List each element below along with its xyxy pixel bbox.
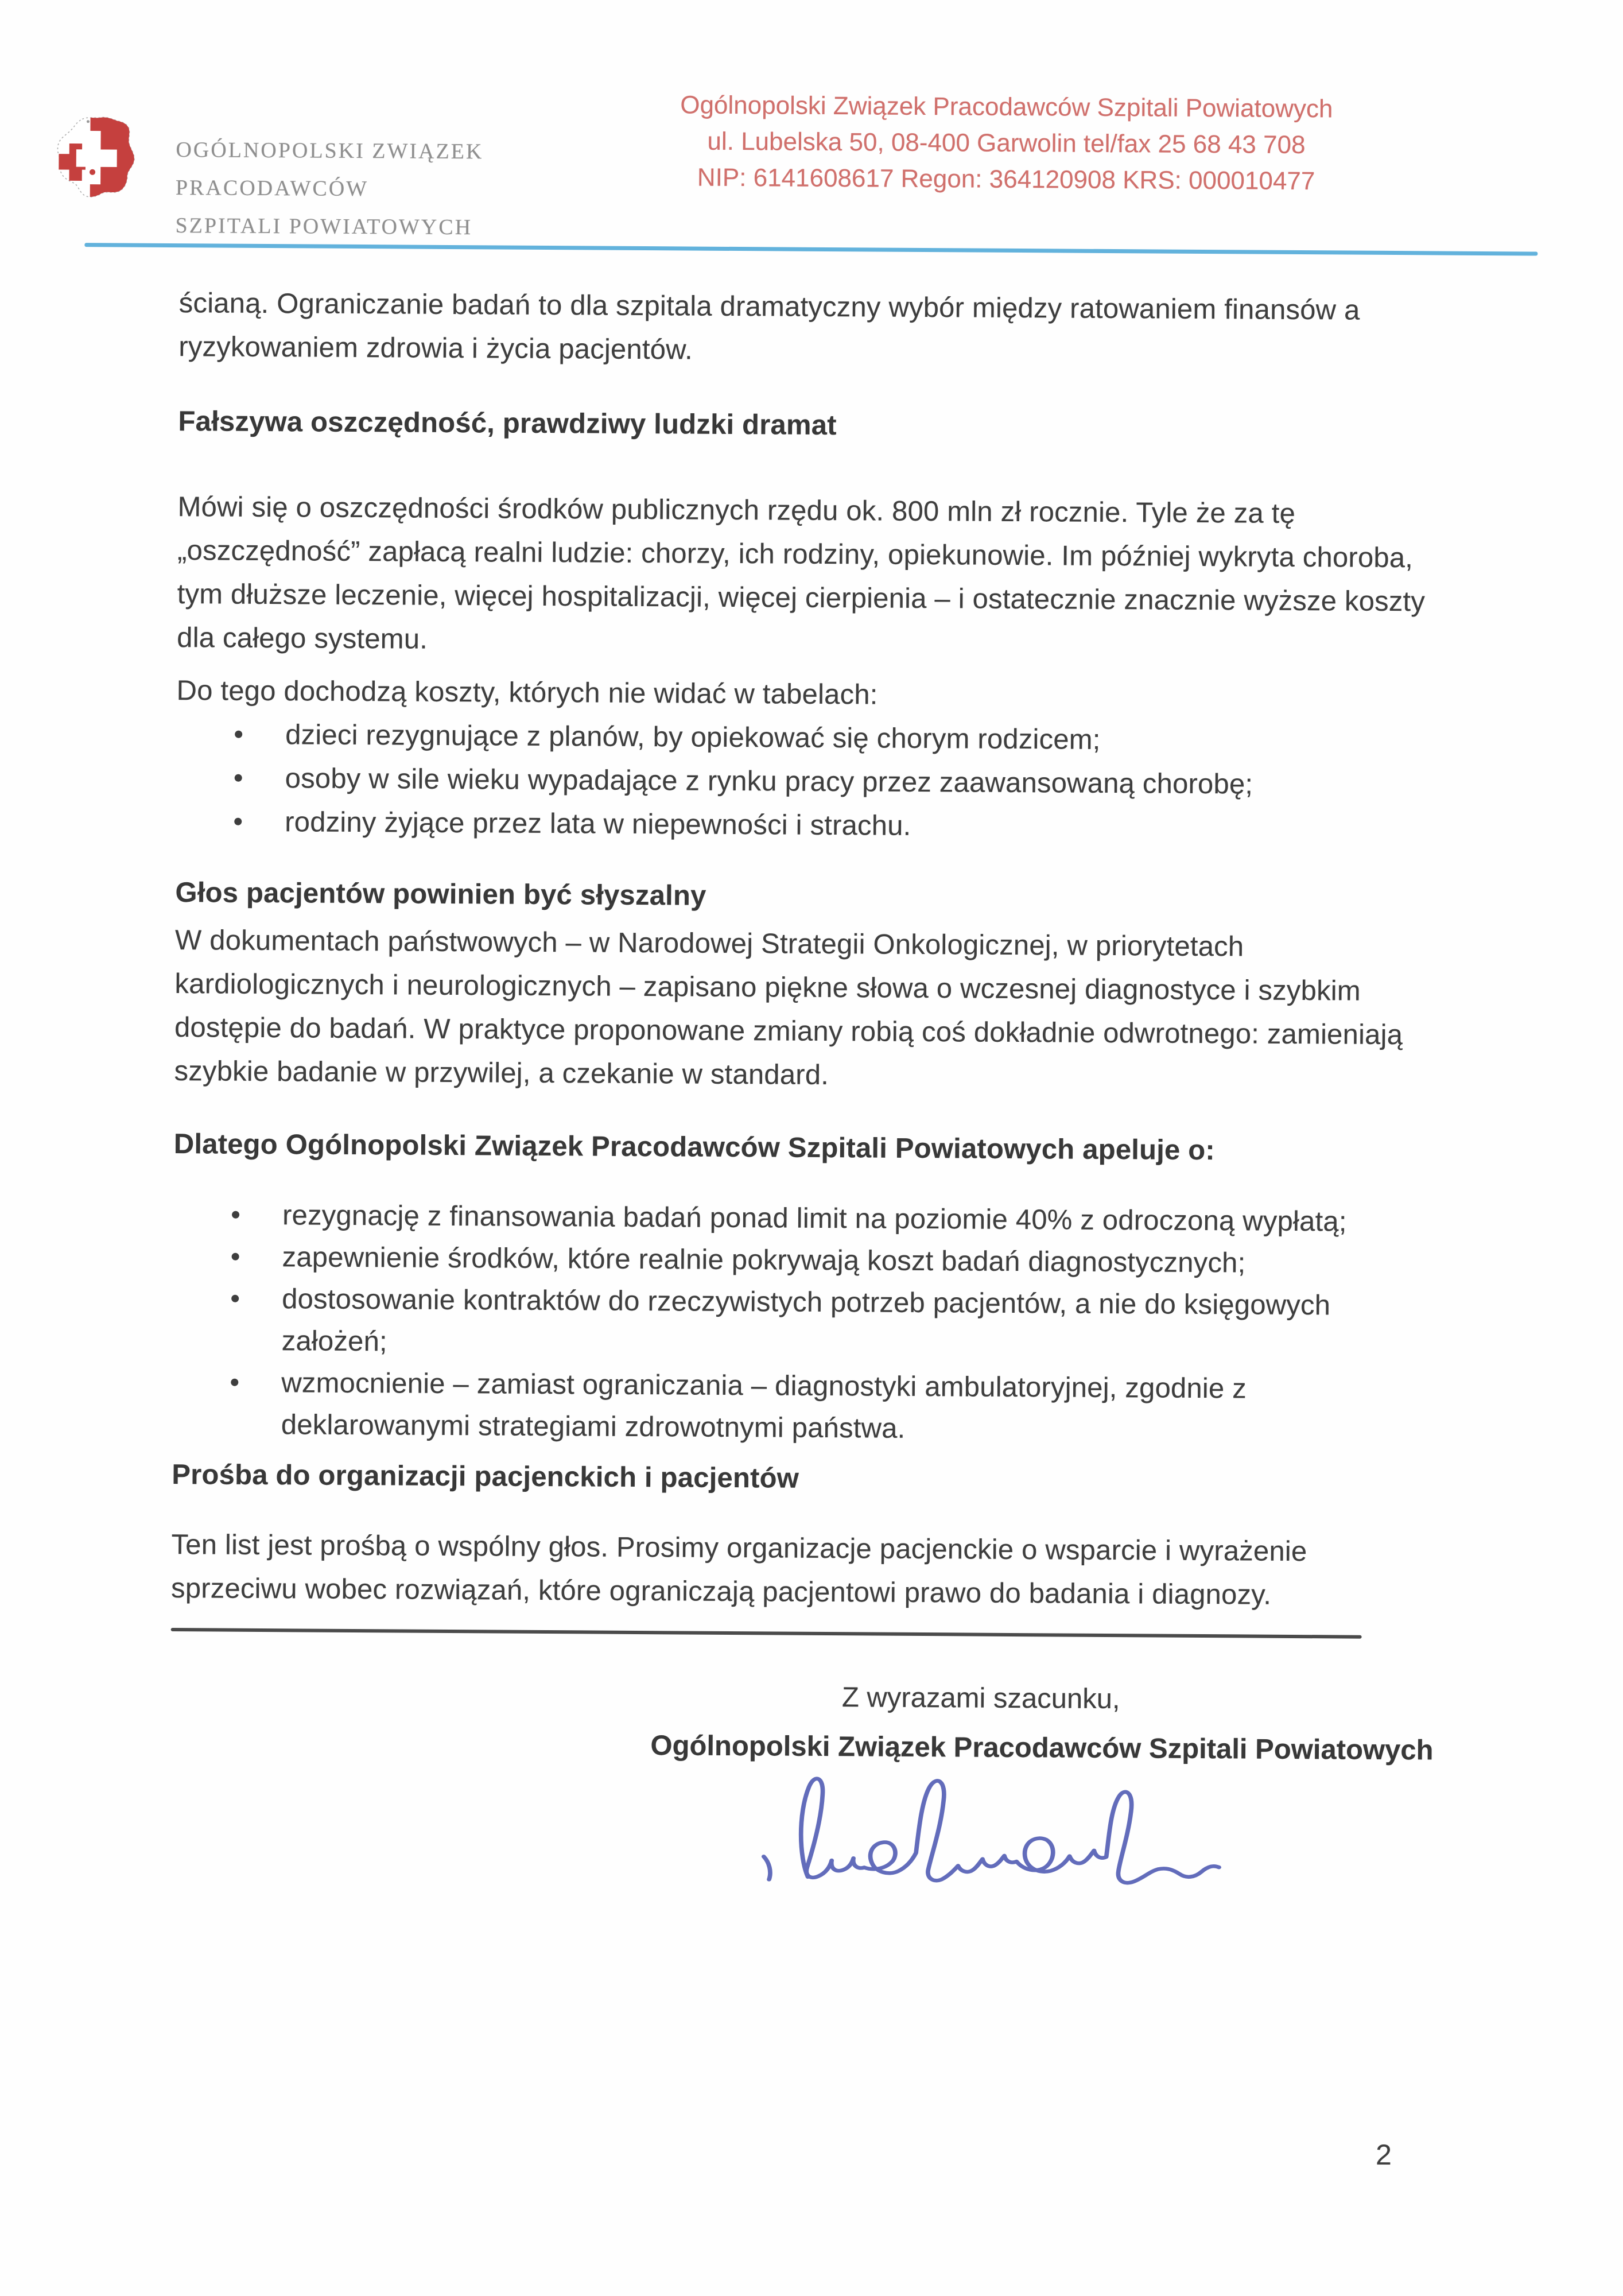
contact-org-line: Ogólnopolski Związek Pracodawców Szpitali Powiatowych [680,91,1333,123]
section-heading-appeal: Dlatego Ogólnopolski Związek Pracodawców Szpitali Powiatowych apeluje o: [173,1128,1216,1166]
section-heading-false-savings: Fałszywa oszczędność, prawdziwy ludzki dramat [178,406,837,441]
org-caps-line: SZPITALI POWIATOWYCH [175,214,473,240]
contact-registry-line: NIP: 6141608617 Regon: 364120908 KRS: 000010477 [697,163,1315,196]
org-caps-line: OGÓLNOPOLSKI ZWIĄZEK [176,138,484,164]
paragraph-state-documents: W dokumentach państwowych – w Narodowej Strategii Onkologicznej, w priorytetach kardiologicznych i neurologicznych – zapisano piękne słowa o wczesnej diagnostyce i szybkim dostępie do badań. W praktyce proponowane zmiany robią coś dokładnie odwrotnego: zamieniają szybkie badanie w przywilej, a czekanie w standard. [174,925,1403,1091]
bullet-list-appeal-demands [172,1194,1422,1453]
list-item: dostosowanie kontraktów do rzeczywistych potrzeb pacjentów, a nie do księgowych założeń; [173,1278,1422,1369]
signer-organization: Ogólnopolski Związek Pracodawców Szpitali Powiatowych [650,1730,1434,1766]
paragraph-savings: Mówi się o oszczędności środków publicznych rzędu ok. 800 mln zł rocznie. Tyle że za tę „oszczędność” zapłacą realni ludzie: chorzy, ich rodziny, opiekunowie. Im później wykryta choroba, tym dłuższe leczenie, więcej hospitalizacji, więcej cierpienia – i ostatecznie znacznie wyższe koszty dla całego systemu. [177,491,1426,655]
section-heading-patients-voice: Głos pacjentów powinien być słyszalny [175,877,706,912]
list-item: zapewnienie środków, które realnie pokrywają koszt badań diagnostycznych; [173,1236,1421,1285]
paragraph-request: Ten list jest prośbą o wspólny głos. Prosimy organizacje pacjenckie o wsparcie i wyrażenie sprzeciwu wobec rozwiązań, które ograniczają pacjentowi prawo do badania i diagnozy. [170,1529,1307,1611]
list-item: wzmocnienie – zamiast ograniczania – diagnostyki ambulatoryjnej, zgodnie z deklarowanymi strategiami zdrowotnymi państwa. [172,1362,1421,1453]
letter-body [171,274,1427,1639]
org-caps-line: PRACODAWCÓW [175,176,369,201]
contact-block [627,87,1385,200]
bullet-list-hidden-costs [176,712,1424,851]
poland-map-cross-logo [52,114,145,211]
paragraph-continuation: ścianą. Ograniczanie badań to dla szpitala dramatyczny wybór między ratowaniem finansów a ryzykowaniem zdrowia i życia pacjentów. [178,288,1360,366]
list-item: osoby w sile wieku wypadające z rynku pracy przez zaawansowaną chorobę; [176,756,1424,807]
signature-divider-line [171,1628,1362,1639]
contact-address-line: ul. Lubelska 50, 08-400 Garwolin tel/fax 25 68 43 708 [707,127,1306,160]
paragraph-hidden-costs-intro: Do tego dochodzą koszty, których nie widać w tabelach: [176,675,878,711]
list-item: dzieci rezygnujące z planów, by opiekować się chorym rodzicem; [176,712,1424,763]
list-item: rodziny żyjące przez lata w niepewności i strachu. [176,800,1424,851]
header-divider-line [84,243,1537,255]
list-item: rezygnację z finansowania badań ponad limit na poziomie 40% z odroczoną wypłatą; [173,1194,1422,1243]
closing-salutation: Z wyrazami szacunku, [841,1682,1120,1715]
org-name-block [175,131,483,246]
handwritten-signature [743,1759,1261,1905]
section-heading-request: Prośba do organizacji pacjenckich i pacjentów [172,1459,799,1494]
page-number: 2 [1375,2138,1392,2171]
